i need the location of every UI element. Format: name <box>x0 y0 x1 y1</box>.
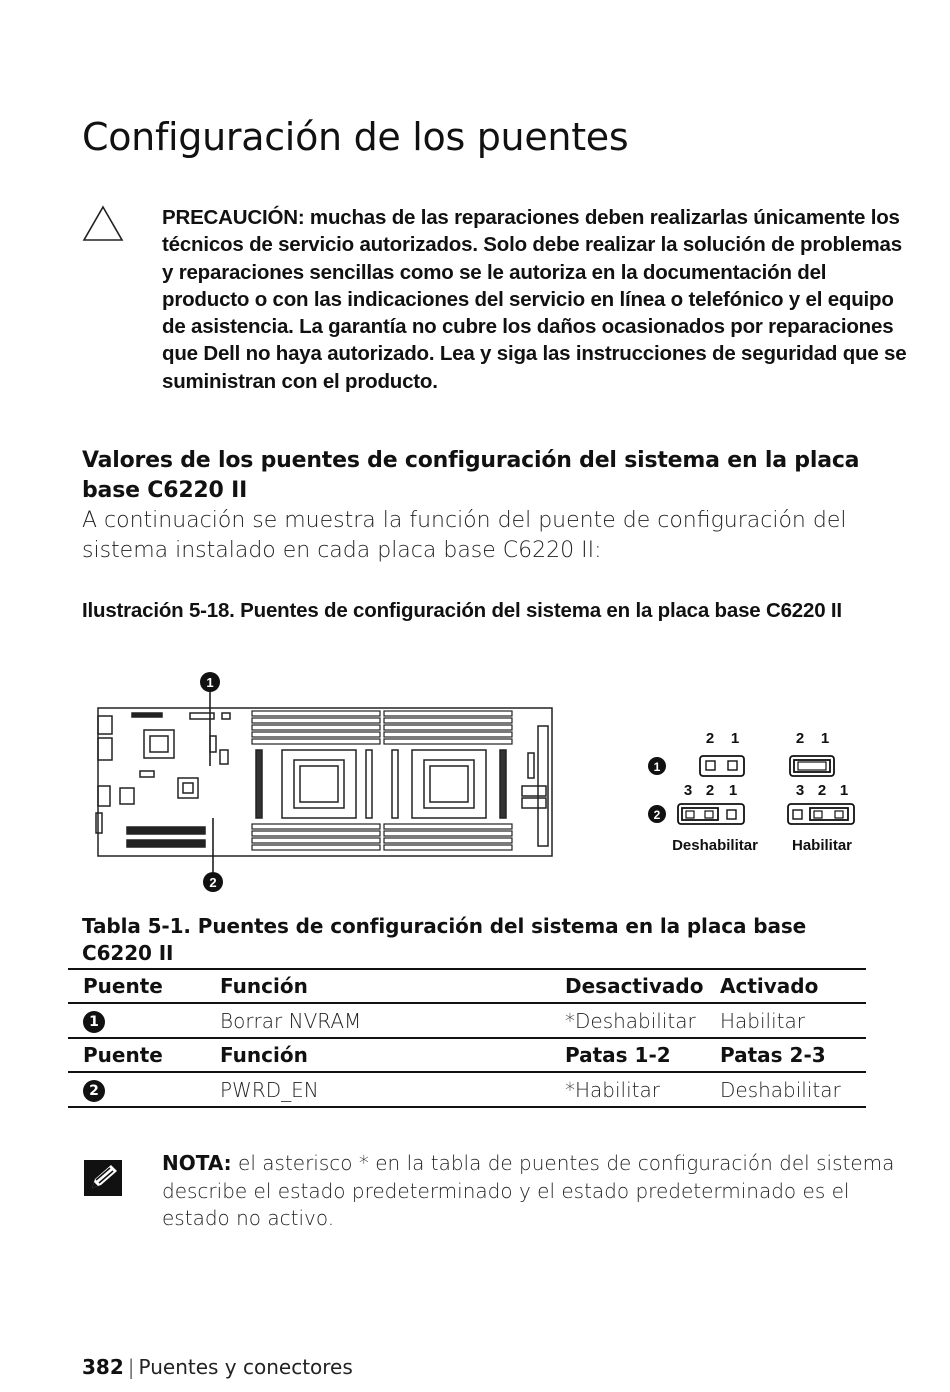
table-cell: *Deshabilitar <box>565 1008 696 1033</box>
legend-enable-label: Habilitar <box>791 837 853 854</box>
section-body: A continuación se muestra la función del puente de configuración del sistema instalado en cada placa base C6220 II: <box>82 508 847 563</box>
note-body: el asterisco * en la tabla de puentes de configuración del sistema describe el estado predeterminado y el estado predeterminado es el estado no activo. <box>162 1151 895 1230</box>
header-cell: Función <box>220 1043 308 1067</box>
table-row <box>68 1072 866 1107</box>
table-header-row <box>68 1038 866 1072</box>
note-label: NOTA: <box>162 1151 232 1175</box>
header-cell: Patas 2-3 <box>720 1043 826 1067</box>
pin-label: 3 <box>683 782 693 799</box>
pin-label: 2 <box>705 782 715 799</box>
note-pencil-icon <box>84 1160 122 1196</box>
page-title: Configuración de los puentes <box>82 115 629 159</box>
legend-callout-2: 2 <box>653 808 661 822</box>
caution-triangle-icon <box>82 205 124 243</box>
header-cell: Patas 1-2 <box>565 1043 671 1067</box>
pin-label: 3 <box>795 782 805 799</box>
table-cell: Deshabilitar <box>720 1077 841 1102</box>
header-cell: Puente <box>83 1043 163 1067</box>
jumper-legend <box>648 730 854 854</box>
header-cell: Puente <box>83 974 163 998</box>
header-cell: Desactivado <box>565 974 704 998</box>
callout-2-label: 2 <box>209 875 217 890</box>
note-text <box>162 1150 922 1233</box>
jumper-1-enabled-icon <box>790 756 834 776</box>
header-cell: Función <box>220 974 308 998</box>
pin-label: 1 <box>730 730 740 747</box>
jumper-1-badge: 1 <box>83 1011 105 1033</box>
motherboard-jumper-figure <box>82 668 872 900</box>
table-cell: PWRD_EN <box>220 1077 319 1102</box>
jumper-2-disabled-icon <box>678 804 744 824</box>
pin-label: 2 <box>817 782 827 799</box>
motherboard-outline <box>96 708 552 856</box>
pin-label: 1 <box>820 730 830 747</box>
callout-1-label: 1 <box>206 675 214 690</box>
header-cell: Activado <box>720 974 819 998</box>
jumper-2-badge: 2 <box>83 1080 105 1102</box>
section-heading: Valores de los puentes de configuración del sistema en la placa base C6220 II <box>82 448 860 503</box>
callout-2 <box>203 818 223 892</box>
table-header-row <box>68 969 866 1003</box>
legend-disable-label: Deshabilitar <box>672 837 758 854</box>
legend-callout-1: 1 <box>653 760 661 774</box>
pin-label: 1 <box>728 782 738 799</box>
page-footer <box>82 1355 353 1379</box>
footer-section: Puentes y conectores <box>138 1355 353 1379</box>
pin-label: 2 <box>705 730 715 747</box>
table-cell: *Habilitar <box>565 1077 660 1102</box>
table-cell: Habilitar <box>720 1008 805 1033</box>
caution-text: PRECAUCIÓN: muchas de las reparaciones deben realizarlas únicamente los técnicos de servicio autorizados. Solo debe realizar la solución de problemas y reparaciones sencillas como se le autoriza en la documentación del producto o con las indicaciones del servicio en línea o telefónico y el equipo de asistencia. La garantía no cubre los daños ocasionados por reparaciones que Dell no haya autorizado. Lea y siga las instrucciones de seguridad que se suministran con el producto. <box>162 206 907 393</box>
footer-separator: | <box>127 1355 135 1379</box>
jumper-2-enabled-icon <box>788 804 854 824</box>
page-number: 382 <box>82 1355 124 1379</box>
table-row <box>68 1003 866 1038</box>
pin-label: 1 <box>839 782 849 799</box>
table-cell: Borrar NVRAM <box>220 1008 362 1033</box>
table-caption: Tabla 5-1. Puentes de configuración del sistema en la placa base C6220 II <box>82 914 807 965</box>
pin-label: 2 <box>795 730 805 747</box>
jumper-table <box>68 968 866 1108</box>
figure-caption: Ilustración 5-18. Puentes de configuración del sistema en la placa base C6220 II <box>82 599 842 622</box>
